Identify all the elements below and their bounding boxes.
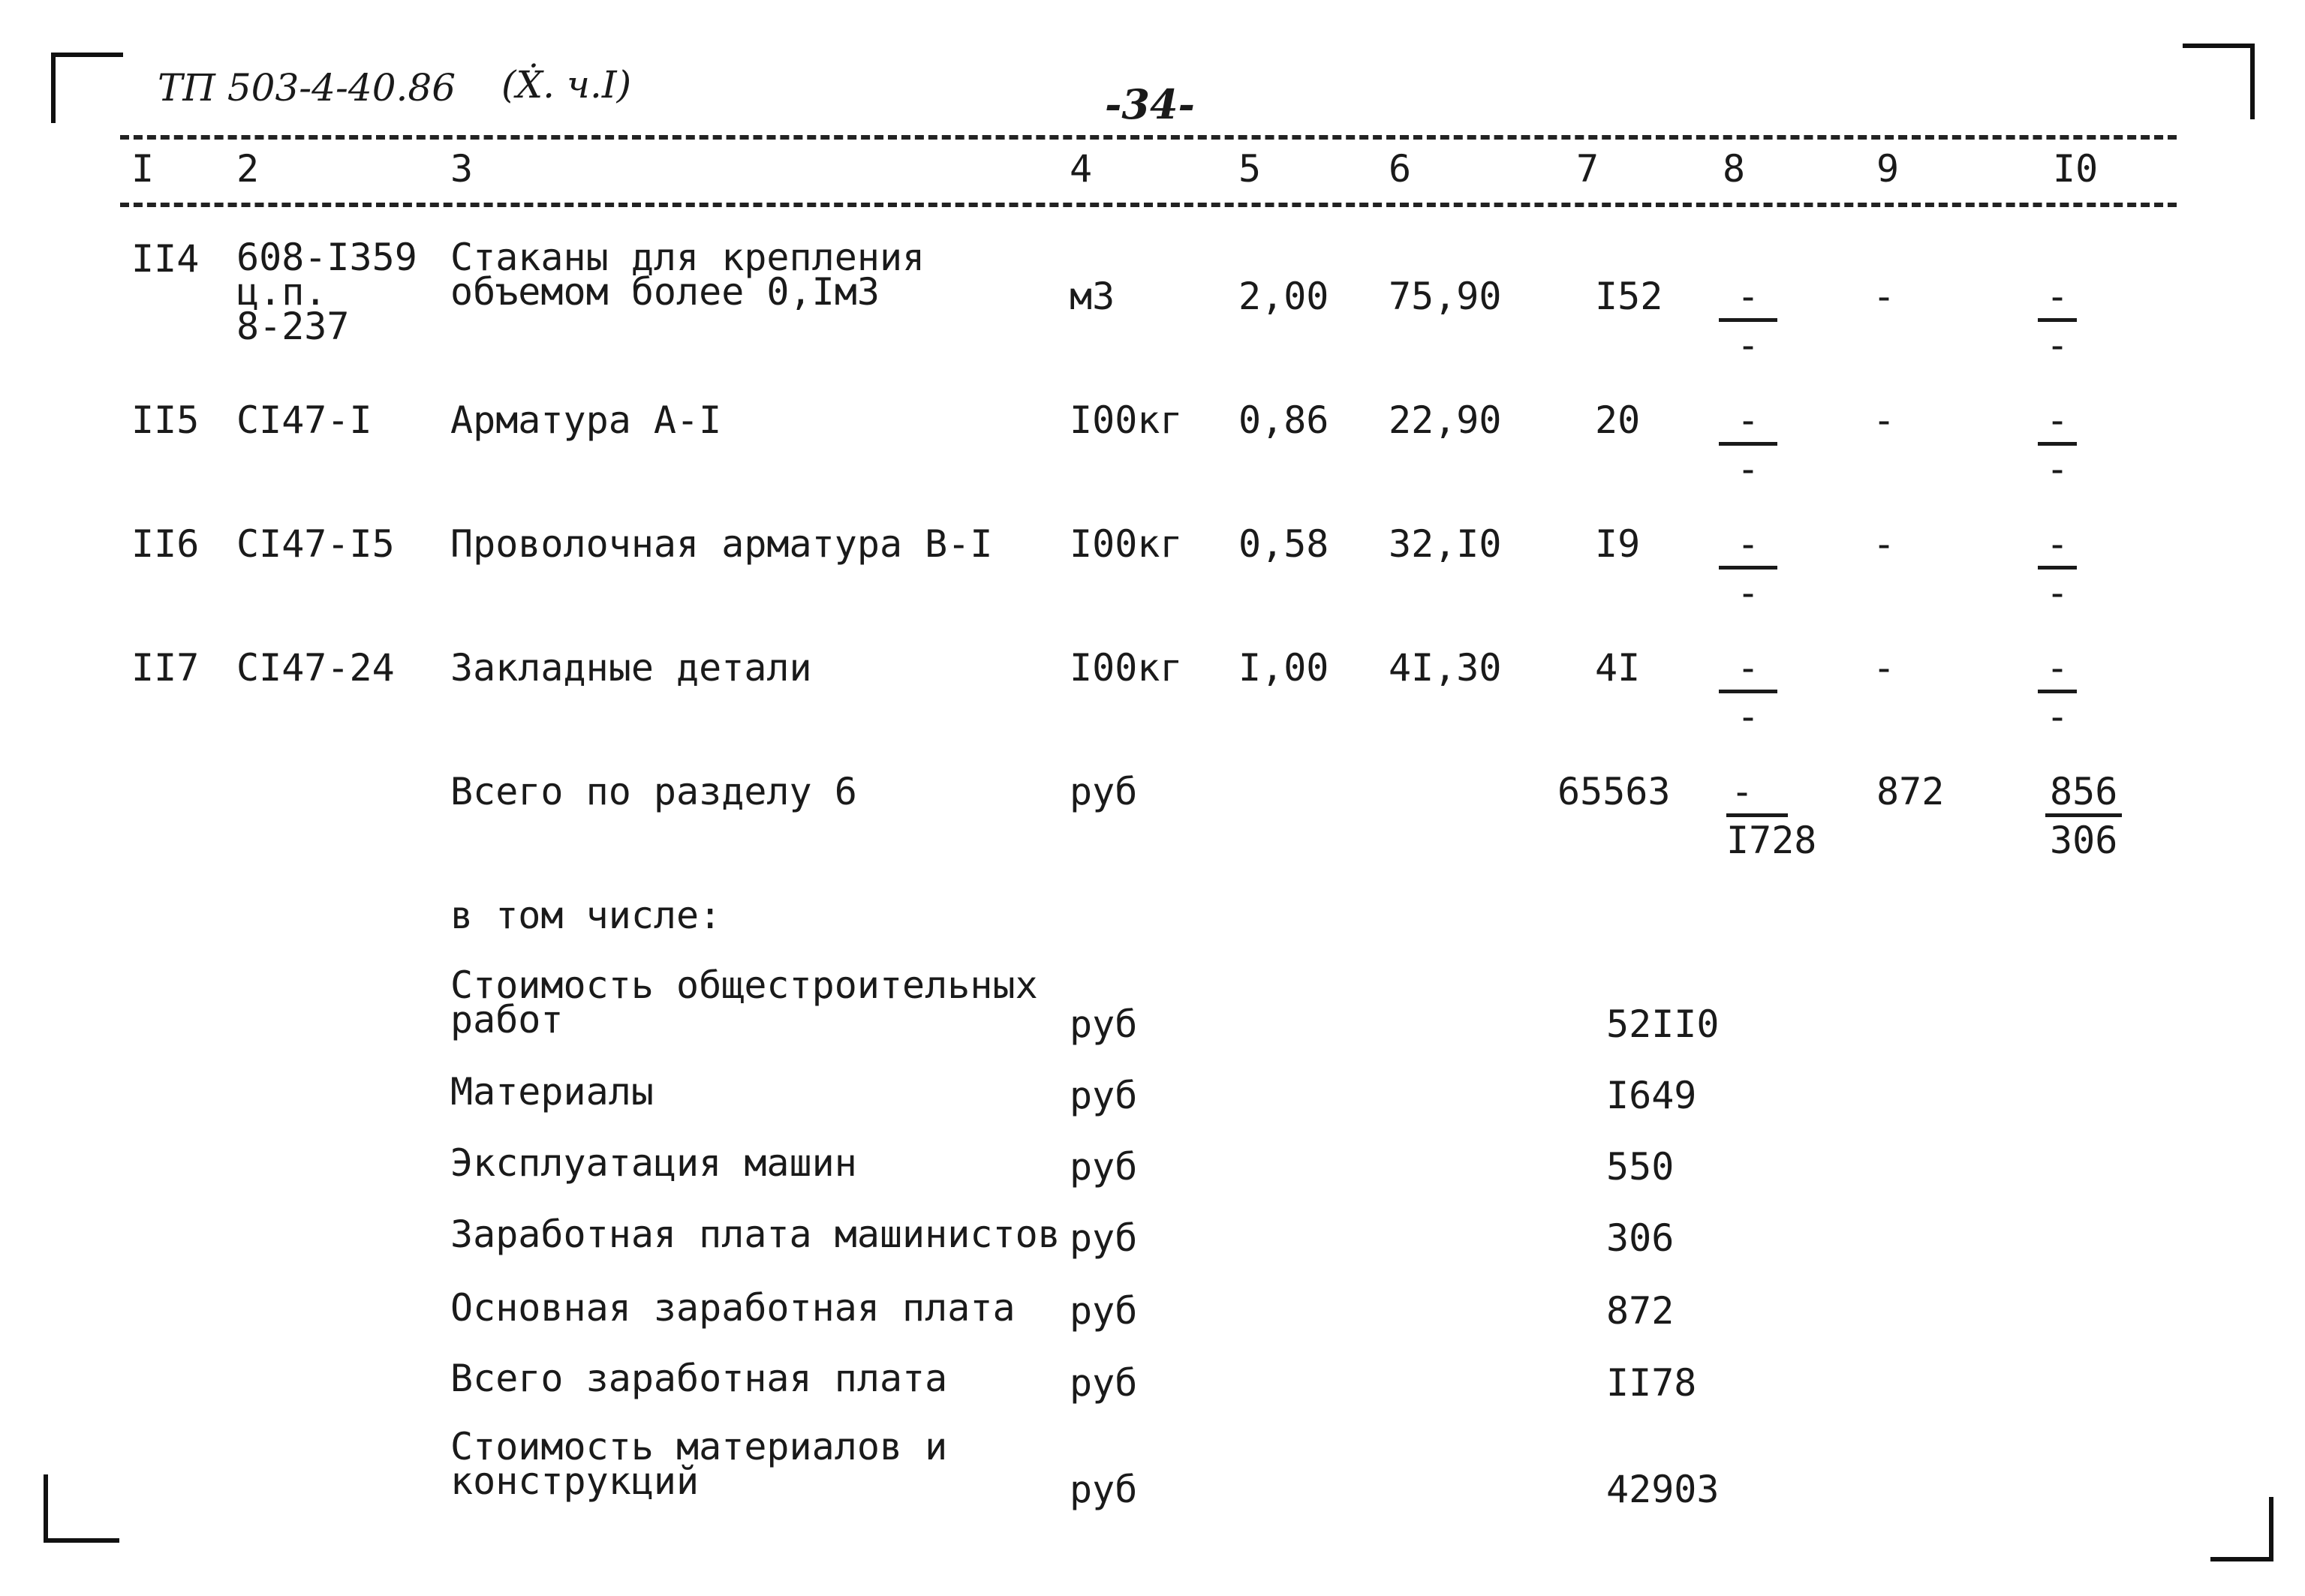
row-code: CI47-24 <box>236 646 395 690</box>
col-header-6: 6 <box>1389 147 1412 191</box>
row-code: 608-I359 ц.п. 8-237 <box>236 236 417 348</box>
row-description: Проволочная арматура В-I <box>450 522 993 566</box>
row-number: II7 <box>131 646 200 690</box>
col-header-4: 4 <box>1070 147 1093 191</box>
breakdown-label: Всего заработная плата <box>450 1357 948 1400</box>
section-total-col9: 872 <box>1876 770 1945 813</box>
section-total-value: 65563 <box>1557 770 1671 813</box>
breakdown-unit: руб <box>1070 1361 1138 1405</box>
row-total: I9 <box>1595 522 1641 566</box>
row-unit-price: 32,I0 <box>1389 522 1502 566</box>
row-description: Стаканы для крепления объемом более 0,Iм3 <box>450 236 925 314</box>
row-unit-price: 75,90 <box>1389 275 1502 318</box>
doc-code: ТП 503-4-40.86 <box>158 66 456 110</box>
breakdown-value: 52II0 <box>1606 1002 1720 1046</box>
row-total: 20 <box>1595 398 1641 442</box>
row-unit-price: 22,90 <box>1389 398 1502 442</box>
row-col8: - - <box>1719 278 1777 364</box>
col-header-9: 9 <box>1876 147 1900 191</box>
row-col10: - - <box>2038 649 2077 735</box>
including-label: в том числе: <box>450 894 722 937</box>
corner-mark-top-right <box>2183 44 2255 119</box>
breakdown-label: Эксплуатация машин <box>450 1141 857 1185</box>
row-number: II5 <box>131 398 200 442</box>
row-number: II4 <box>131 237 200 281</box>
row-unit-price: 4I,30 <box>1389 646 1502 690</box>
corner-mark-top-left <box>51 53 123 123</box>
row-quantity: 2,00 <box>1238 275 1329 318</box>
breakdown-value: 872 <box>1606 1289 1675 1333</box>
breakdown-unit: руб <box>1070 1002 1138 1046</box>
row-quantity: 0,58 <box>1238 522 1329 566</box>
row-col10: - - <box>2038 278 2077 364</box>
col-header-3: 3 <box>450 147 474 191</box>
row-quantity: I,00 <box>1238 646 1329 690</box>
row-col9: - <box>1873 398 1896 442</box>
col-header-1: I <box>131 147 155 191</box>
row-col10: - - <box>2038 525 2077 612</box>
breakdown-unit: руб <box>1070 1289 1138 1333</box>
header-rule-bottom <box>120 203 2177 207</box>
breakdown-unit: руб <box>1070 1145 1138 1189</box>
breakdown-label: Стоимость общестроительных работ <box>450 963 1038 1041</box>
breakdown-value: II78 <box>1606 1361 1697 1405</box>
row-description: Закладные детали <box>450 646 812 690</box>
row-total: I52 <box>1595 275 1663 318</box>
row-col8: - - <box>1719 525 1777 612</box>
row-col9: - <box>1873 522 1896 566</box>
section-total-col10: $\frac{856}{306}$ <box>2045 773 2122 859</box>
row-quantity: 0,86 <box>1238 398 1329 442</box>
row-description: Арматура А-I <box>450 398 722 442</box>
breakdown-value: I649 <box>1606 1074 1697 1117</box>
breakdown-label: Основная заработная плата <box>450 1286 1016 1330</box>
row-col8: - - <box>1719 401 1777 488</box>
breakdown-value: 306 <box>1606 1216 1675 1260</box>
breakdown-value: 550 <box>1606 1145 1675 1189</box>
row-code: CI47-I5 <box>236 522 395 566</box>
breakdown-unit: руб <box>1070 1468 1138 1511</box>
row-col10: - - <box>2038 401 2077 488</box>
page-number: -34- <box>1105 80 1195 128</box>
breakdown-label: Стоимость материалов и конструкций <box>450 1425 948 1503</box>
section-total-col8: - I728 <box>1726 770 1817 862</box>
row-col8: - - <box>1719 649 1777 735</box>
row-unit: I00кг <box>1070 646 1183 690</box>
row-total: 4I <box>1595 646 1641 690</box>
header-rule-top <box>120 135 2177 140</box>
row-unit: м3 <box>1070 275 1115 318</box>
doc-part: (Ẋ. ч.I) <box>501 63 632 107</box>
row-unit: I00кг <box>1070 398 1183 442</box>
col-header-8: 8 <box>1723 147 1746 191</box>
corner-mark-bottom-right <box>2210 1497 2273 1561</box>
section-total-label: Всего по разделу 6 <box>450 770 857 813</box>
corner-mark-bottom-left <box>44 1474 119 1543</box>
row-col9: - <box>1873 646 1896 690</box>
row-code: CI47-I <box>236 398 372 442</box>
breakdown-unit: руб <box>1070 1216 1138 1260</box>
breakdown-unit: руб <box>1070 1074 1138 1117</box>
col-header-10: I0 <box>2053 147 2099 191</box>
row-unit: I00кг <box>1070 522 1183 566</box>
section-total-unit: руб <box>1070 770 1138 813</box>
row-col9: - <box>1873 275 1896 318</box>
col-header-2: 2 <box>236 147 260 191</box>
row-number: II6 <box>131 522 200 566</box>
breakdown-label: Материалы <box>450 1070 654 1114</box>
col-header-7: 7 <box>1576 147 1599 191</box>
breakdown-label: Заработная плата машинистов <box>450 1213 1061 1256</box>
col-header-5: 5 <box>1238 147 1262 191</box>
breakdown-value: 42903 <box>1606 1468 1720 1511</box>
